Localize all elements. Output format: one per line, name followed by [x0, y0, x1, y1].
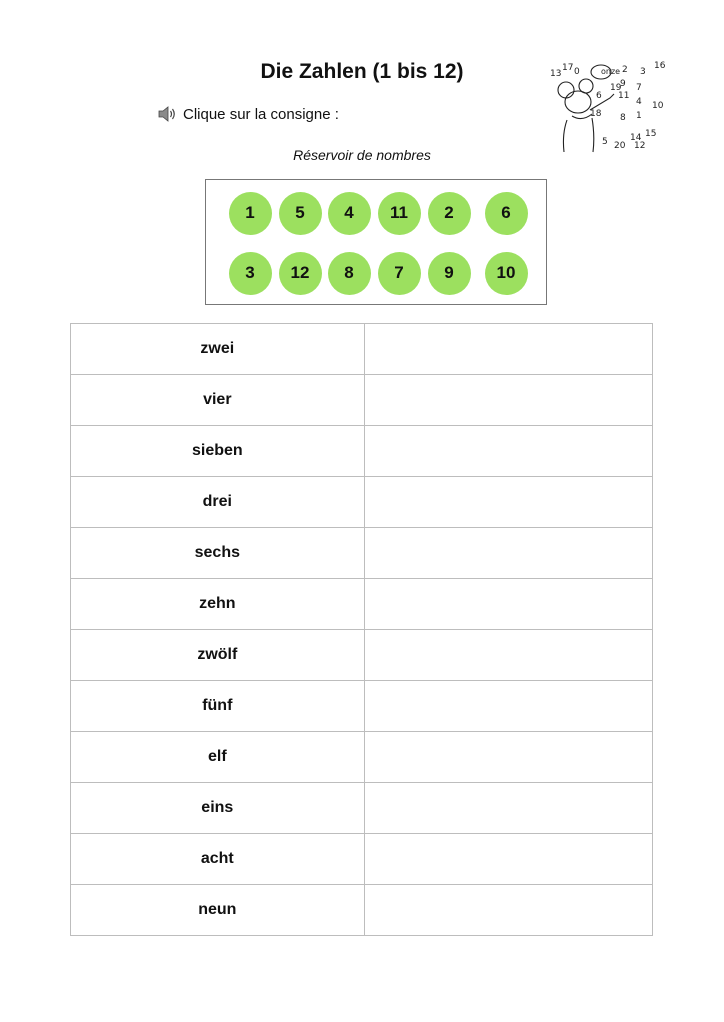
number-word: fünf	[71, 681, 365, 732]
scribbled-number: 11	[618, 91, 630, 101]
number-chip[interactable]: 3	[229, 252, 272, 295]
table-row	[71, 732, 653, 783]
scribbled-number: 2	[622, 65, 628, 75]
number-word: zwölf	[71, 630, 365, 681]
number-reservoir	[205, 179, 547, 305]
number-chip[interactable]: 11	[378, 192, 421, 235]
matching-table	[70, 323, 653, 936]
number-chip[interactable]: 1	[229, 192, 272, 235]
number-word: drei	[71, 477, 365, 528]
table-row	[71, 630, 653, 681]
number-chip[interactable]: 2	[428, 192, 471, 235]
scribbled-number: 10	[652, 101, 664, 111]
number-word: eins	[71, 783, 365, 834]
table-row	[71, 783, 653, 834]
answer-drop-zone[interactable]	[364, 528, 652, 579]
number-word: sechs	[71, 528, 365, 579]
scribbled-number: 5	[602, 137, 608, 147]
scribbled-number: 1	[636, 111, 642, 121]
scribbled-number: 4	[636, 97, 642, 107]
number-word: zwei	[71, 324, 365, 375]
scribbled-number: 3	[640, 67, 646, 77]
scribbled-number: 6	[596, 91, 602, 101]
table-row	[71, 375, 653, 426]
scribbled-number: 19	[610, 83, 622, 93]
number-chip[interactable]: 6	[485, 192, 528, 235]
scribbled-number: 16	[654, 61, 666, 71]
answer-drop-zone[interactable]	[364, 477, 652, 528]
page-title: Die Zahlen (1 bis 12)	[260, 60, 464, 83]
number-word: zehn	[71, 579, 365, 630]
instruction[interactable]	[157, 104, 339, 124]
scribbled-number: 7	[636, 83, 642, 93]
scribbled-number: 18	[590, 109, 602, 119]
answer-drop-zone[interactable]	[364, 681, 652, 732]
number-chip[interactable]: 5	[279, 192, 322, 235]
answer-drop-zone[interactable]	[364, 375, 652, 426]
scribbled-number: 9	[620, 79, 626, 89]
answer-drop-zone[interactable]	[364, 885, 652, 936]
scribbled-number: 15	[645, 129, 657, 139]
number-chip[interactable]: 7	[378, 252, 421, 295]
answer-drop-zone[interactable]	[364, 732, 652, 783]
scribbled-number: 20	[614, 141, 626, 151]
number-word: acht	[71, 834, 365, 885]
answer-drop-zone[interactable]	[364, 426, 652, 477]
answer-drop-zone[interactable]	[364, 630, 652, 681]
scribbled-number: 13	[550, 69, 562, 79]
number-chip[interactable]: 9	[428, 252, 471, 295]
speaker-icon[interactable]	[157, 104, 177, 124]
table-row	[71, 579, 653, 630]
table-row	[71, 477, 653, 528]
answer-drop-zone[interactable]	[364, 324, 652, 375]
instruction-label[interactable]: Clique sur la consigne :	[183, 105, 339, 123]
number-chip[interactable]: 8	[328, 252, 371, 295]
scribbled-number: 8	[620, 113, 626, 123]
number-chip[interactable]: 4	[328, 192, 371, 235]
mouse-pointing-at-numbers-illustration	[548, 58, 672, 156]
number-word: sieben	[71, 426, 365, 477]
table-row	[71, 324, 653, 375]
number-word: vier	[71, 375, 365, 426]
answer-drop-zone[interactable]	[364, 834, 652, 885]
scribbled-number: 0	[574, 67, 580, 77]
scribbled-number: 17	[562, 63, 574, 73]
number-word: elf	[71, 732, 365, 783]
table-row	[71, 834, 653, 885]
number-chip[interactable]: 10	[485, 252, 528, 295]
scribbled-number: 14	[630, 133, 642, 143]
scribbled-number: onze	[601, 67, 621, 76]
number-word: neun	[71, 885, 365, 936]
answer-drop-zone[interactable]	[364, 579, 652, 630]
table-row	[71, 681, 653, 732]
table-row	[71, 885, 653, 936]
scribbled-number: 12	[634, 141, 646, 151]
reservoir-title: Réservoir de nombres	[293, 147, 431, 163]
answer-drop-zone[interactable]	[364, 783, 652, 834]
table-row	[71, 426, 653, 477]
table-row	[71, 528, 653, 579]
number-chip[interactable]: 12	[279, 252, 322, 295]
